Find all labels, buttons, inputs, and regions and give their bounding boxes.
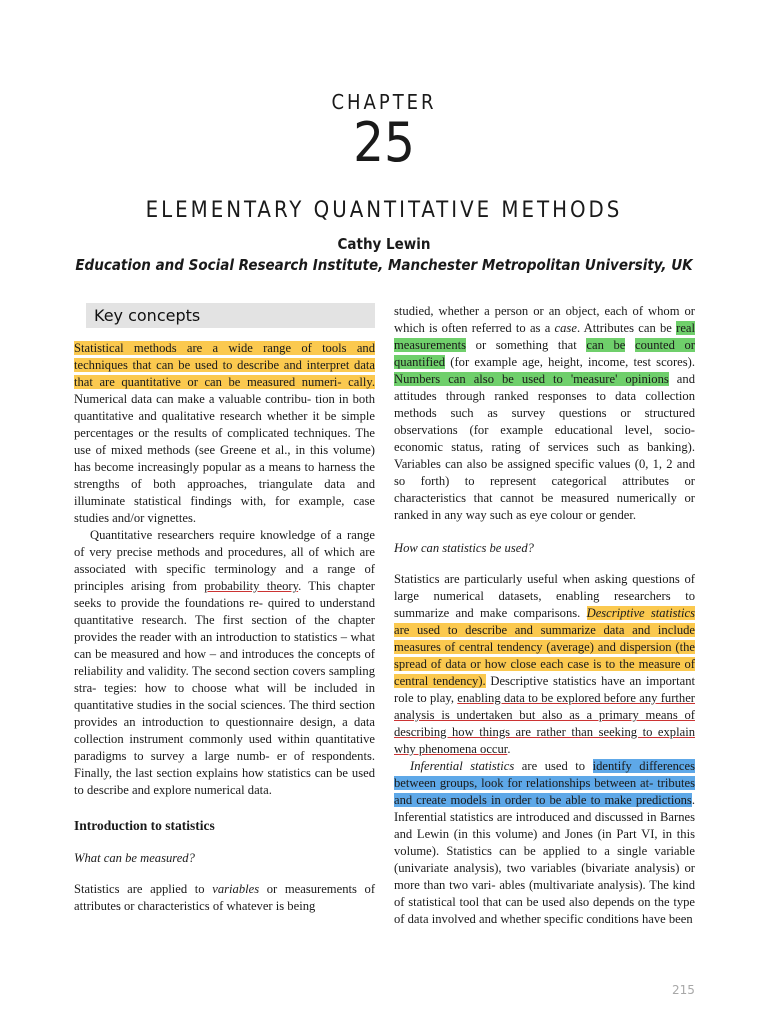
subsection-heading: How can statistics be used? xyxy=(394,541,534,555)
author-name: Cathy Lewin xyxy=(337,235,431,253)
right-paragraph-2 xyxy=(394,571,695,758)
section-heading: Introduction to statistics xyxy=(74,818,215,833)
text-run: or something that xyxy=(466,338,587,352)
subsection-heading: What can be measured? xyxy=(74,851,195,865)
intro-paragraph xyxy=(74,881,375,915)
text-run: and attitudes through ranked responses to data collection methods such as survey questions or structured observations (for example educational level, socio-economic status, rating of services such as banking). Variables can also be assigned specific values (0, 1, 2 and so forth) to represent categorical attributes or characteristics that cannot be measured numerically or ranked in any way such as eye colour or gender. xyxy=(394,372,695,522)
right-column xyxy=(394,303,695,928)
page-number: 215 xyxy=(672,983,695,997)
highlight-green: can be xyxy=(586,338,626,352)
key-concepts-paragraph-2 xyxy=(74,527,375,799)
right-paragraph-3 xyxy=(394,758,695,928)
text-run: Descriptive statistics have an important role to play, xyxy=(394,674,695,705)
left-column xyxy=(74,303,375,915)
text-run: . This chapter seeks to provide the foundations re- quired to understand quantitative research. The first section of the chapter provides the reader with an introduction to statistics – what can be measured and how – and introduces the concepts of reliability and validity. The second section covers sampling stra- tegies: how to choose what will be included in quantitative studies in the social sciences. The third section provides an introduction to questionnaire design, a data collection instrument commonly used within quantitative paradigms to survey a large numb- er of respondents. Finally, the last section explains how statistics can be used to describe and explore numerical data. xyxy=(74,579,375,797)
text-run: . xyxy=(507,742,511,756)
text-run: are used to xyxy=(514,759,593,773)
underlined-passage: enabling data to be explored before any further analysis is undertaken but also as a primary means of describing how things are rather than seeking to explain why phenomena occur xyxy=(394,691,695,756)
highlight-blue: identify differences between groups, look for relationships between at- tributes and create models in order to be able to make predictions xyxy=(394,759,695,807)
highlight-green: Numbers can also be used to 'measure' opinions xyxy=(394,372,669,386)
text-run: . Attributes can be xyxy=(576,321,677,335)
key-concepts-heading: Key concepts xyxy=(94,306,201,325)
chapter-number: 25 xyxy=(353,111,415,174)
text-run: . Inferential statistics are introduced and discussed in Barnes and Lewin (in this volume) and Jones (in Part VI, in this volume). Statistics can be applied to a single variable (univariate analysis), two variables (bivariate analysis) or more than two vari- ables (multivariate analysis). The kind of statistical tool that can be used also depends on the type of data involved and whether specific conditions have been xyxy=(394,793,695,926)
text-run xyxy=(625,338,635,352)
right-paragraph-1 xyxy=(394,303,695,524)
chapter-title: ELEMENTARY QUANTITATIVE METHODS xyxy=(145,198,623,223)
highlight-green: counted or quantified xyxy=(394,338,695,369)
text-run: (for example age, height, income, test scores). xyxy=(445,355,695,369)
underlined-term: probability theory xyxy=(204,579,299,593)
key-concepts-heading-box xyxy=(74,303,375,328)
key-concepts-paragraph-1 xyxy=(74,340,375,527)
text-run: Statistics are applied to xyxy=(74,882,213,896)
highlight-yellow: Statistical methods are a wide range of tools and techniques that can be used to describe and interpret data that are quantitative or can be measured numeri- cally. xyxy=(74,341,375,389)
emphasis: case xyxy=(554,321,577,335)
text-run: Quantitative researchers require knowledge of a range of very precise methods and procedures, all of which are associated with specific terminology and a range of principles arising from xyxy=(74,528,375,593)
highlight-yellow-emphasis: Descriptive statistics xyxy=(586,606,695,620)
chapter-label: CHAPTER xyxy=(331,90,437,114)
emphasis: Inferential statistics xyxy=(410,759,515,773)
text-run: studied, whether a person or an object, each of whom or which is often referred to as a xyxy=(394,304,695,335)
text-run: or measurements of attributes or characteristics of whatever is being xyxy=(74,882,376,913)
author-affiliation: Education and Social Research Institute, Manchester Metropolitan University, UK xyxy=(75,256,693,274)
text-run: Statistics are particularly useful when asking questions of large numerical datasets, enabling researchers to summarize and make comparisons. xyxy=(394,572,695,620)
emphasis: variables xyxy=(212,882,260,896)
text-run: Numerical data can make a valuable contribu- tion in both quantitative and qualitative research whether it be simple percentages or the results of complicated techniques. The use of mixed methods (see Greene et al., in this volume) has become increasingly popular as a means to harness the strengths of both approaches, triangulate data and illuminate statistical findings with, for example, case studies and/or vignettes. xyxy=(74,392,375,525)
highlight-yellow: are used to describe and summarize data and include measures of central tendency (average) and dispersion (the spread of data or how close each case is to the measure of central tendency). xyxy=(394,623,695,688)
highlight-green: real measurements xyxy=(394,321,696,352)
